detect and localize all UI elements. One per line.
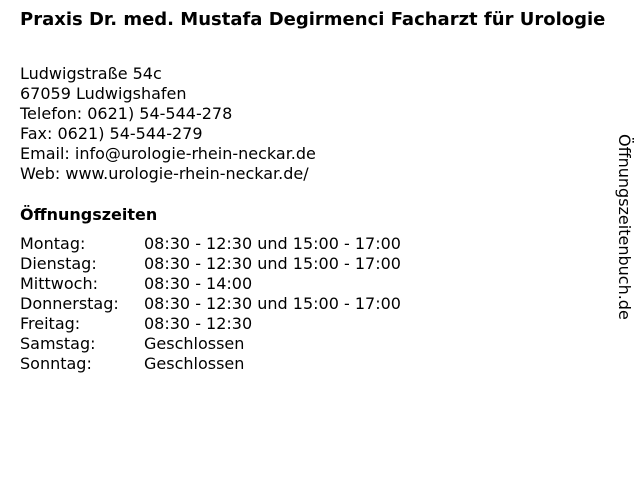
day-label: Sonntag:	[20, 354, 92, 373]
day-label: Donnerstag:	[20, 294, 119, 313]
hours-row-thursday	[20, 294, 401, 314]
day-label: Mittwoch:	[20, 274, 98, 293]
hours-table	[20, 234, 401, 374]
day-label: Montag:	[20, 234, 86, 253]
day-label: Freitag:	[20, 314, 81, 333]
hours-row-wednesday	[20, 274, 401, 294]
phone-text: Telefon: 0621) 54-544-278	[20, 104, 233, 123]
hours-row-tuesday	[20, 254, 401, 274]
email-text: Email: info@urologie-rhein-neckar.de	[20, 144, 316, 163]
hours-row-friday	[20, 314, 401, 334]
day-hours: 08:30 - 12:30 und 15:00 - 17:00	[144, 254, 401, 273]
address-city: 67059 Ludwigshafen	[20, 84, 187, 103]
day-hours: 08:30 - 12:30	[144, 314, 253, 333]
hours-row-monday	[20, 234, 401, 254]
hours-row-sunday	[20, 354, 401, 374]
day-hours: 08:30 - 14:00	[144, 274, 253, 293]
day-label: Samstag:	[20, 334, 96, 353]
contact-block	[20, 64, 316, 184]
hours-heading: Öffnungszeiten	[20, 205, 158, 224]
web-text: Web: www.urologie-rhein-neckar.de/	[20, 164, 309, 183]
day-hours: Geschlossen	[144, 334, 245, 353]
fax-text: Fax: 0621) 54-544-279	[20, 124, 203, 143]
site-watermark-label: Öffnungszeitenbuch.de	[615, 134, 634, 320]
page-title: Praxis Dr. med. Mustafa Degirmenci Facharzt für Urologie	[20, 9, 606, 30]
day-hours: 08:30 - 12:30 und 15:00 - 17:00	[144, 294, 401, 313]
hours-row-saturday	[20, 334, 401, 354]
day-hours: Geschlossen	[144, 354, 245, 373]
day-label: Dienstag:	[20, 254, 97, 273]
day-hours: 08:30 - 12:30 und 15:00 - 17:00	[144, 234, 401, 253]
address-street: Ludwigstraße 54c	[20, 64, 162, 83]
